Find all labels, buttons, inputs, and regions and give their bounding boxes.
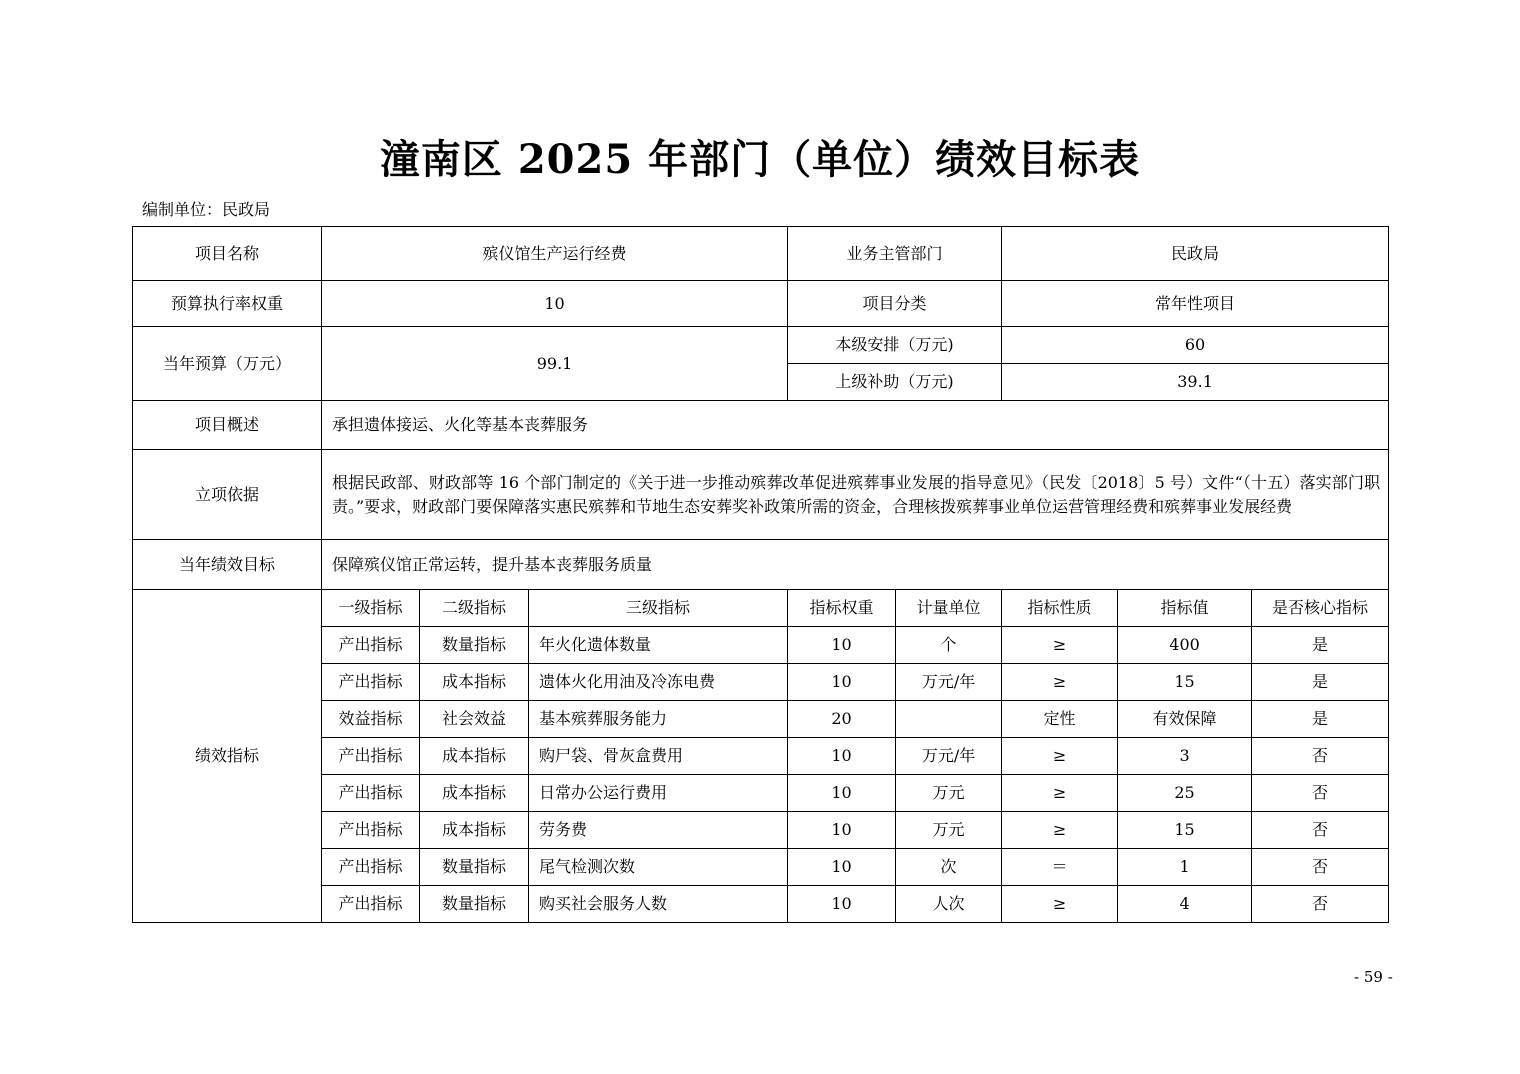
performance-table [132,226,1389,923]
compiler-label: 编制单位：民政局 [142,200,271,219]
value-cell: 3 [1118,738,1252,775]
local-funding-label: 本级安排（万元) [788,327,1002,364]
table-row [133,738,1389,775]
dept-value: 民政局 [1002,227,1389,281]
project-name-value: 殡仪馆生产运行经费 [322,227,788,281]
nature-cell: ≥ [1002,627,1118,664]
upper-funding-value: 39.1 [1002,364,1389,401]
value-cell: 25 [1118,775,1252,812]
unit-cell: 人次 [896,886,1002,923]
header-value: 指标值 [1118,590,1252,627]
level1-cell: 产出指标 [322,849,420,886]
header-level1: 一级指标 [322,590,420,627]
goal-label: 当年绩效目标 [133,540,322,590]
weight-cell: 10 [788,664,896,701]
core-cell: 否 [1252,738,1389,775]
level2-cell: 成本指标 [420,738,529,775]
level3-cell: 尾气检测次数 [529,849,788,886]
weight-cell: 10 [788,738,896,775]
upper-funding-label: 上级补助（万元) [788,364,1002,401]
nature-cell: ≥ [1002,664,1118,701]
nature-cell: ≥ [1002,738,1118,775]
unit-cell: 万元 [896,812,1002,849]
core-cell: 否 [1252,812,1389,849]
table-row [133,775,1389,812]
budget-label: 当年预算（万元） [133,327,322,401]
weight-cell: 10 [788,627,896,664]
level3-cell: 遗体火化用油及冷冻电费 [529,664,788,701]
value-cell: 15 [1118,664,1252,701]
table-row [133,664,1389,701]
core-cell: 是 [1252,664,1389,701]
core-cell: 是 [1252,627,1389,664]
nature-cell: ＝ [1002,849,1118,886]
level3-cell: 年火化遗体数量 [529,627,788,664]
value-cell: 有效保障 [1118,701,1252,738]
basis-value: 根据民政部、财政部等 16 个部门制定的《关于进一步推动殡葬改革促进殡葬事业发展的指导意见》（民发〔2018〕5 号）文件“（十五）落实部门职责。”要求，财政部门要保障落实惠民殡葬和节地生态安葬奖补政策所需的资金，合理核拨殡葬事业单位运营管理经费和殡葬事业发展经费 [322,450,1389,540]
weight-value: 10 [322,281,788,327]
level3-cell: 购尸袋、骨灰盒费用 [529,738,788,775]
level1-cell: 效益指标 [322,701,420,738]
value-cell: 15 [1118,812,1252,849]
level2-cell: 社会效益 [420,701,529,738]
project-name-label: 项目名称 [133,227,322,281]
core-cell: 否 [1252,886,1389,923]
table-row [133,627,1389,664]
unit-cell: 个 [896,627,1002,664]
level1-cell: 产出指标 [322,627,420,664]
level2-cell: 成本指标 [420,812,529,849]
table-row [133,812,1389,849]
header-unit: 计量单位 [896,590,1002,627]
nature-cell: ≥ [1002,886,1118,923]
level1-cell: 产出指标 [322,664,420,701]
nature-cell: ≥ [1002,812,1118,849]
table-row [133,849,1389,886]
budget-value: 99.1 [322,327,788,401]
level2-cell: 数量指标 [420,627,529,664]
header-nature: 指标性质 [1002,590,1118,627]
level1-cell: 产出指标 [322,812,420,849]
category-label: 项目分类 [788,281,1002,327]
level2-cell: 成本指标 [420,664,529,701]
unit-cell: 万元/年 [896,664,1002,701]
header-level3: 三级指标 [529,590,788,627]
header-level2: 二级指标 [420,590,529,627]
local-funding-value: 60 [1002,327,1389,364]
level2-cell: 成本指标 [420,775,529,812]
weight-cell: 20 [788,701,896,738]
weight-label: 预算执行率权重 [133,281,322,327]
unit-cell: 次 [896,849,1002,886]
page-title: 潼南区 2025 年部门（单位）绩效目标表 [379,136,1141,183]
weight-cell: 10 [788,775,896,812]
core-cell: 是 [1252,701,1389,738]
basis-label: 立项依据 [133,450,322,540]
level3-cell: 购买社会服务人数 [529,886,788,923]
indicators-label: 绩效指标 [133,590,322,923]
unit-cell: 万元/年 [896,738,1002,775]
level1-cell: 产出指标 [322,886,420,923]
page-number: - 59 - [1354,968,1393,986]
table-row [133,701,1389,738]
unit-cell: 万元 [896,775,1002,812]
goal-value: 保障殡仪馆正常运转，提升基本丧葬服务质量 [322,540,1389,590]
table-row [133,886,1389,923]
header-core: 是否核心指标 [1252,590,1389,627]
level1-cell: 产出指标 [322,775,420,812]
level2-cell: 数量指标 [420,886,529,923]
indicator-header-row [133,590,1389,627]
category-value: 常年性项目 [1002,281,1389,327]
value-cell: 1 [1118,849,1252,886]
level3-cell: 劳务费 [529,812,788,849]
level3-cell: 日常办公运行费用 [529,775,788,812]
weight-cell: 10 [788,812,896,849]
value-cell: 4 [1118,886,1252,923]
core-cell: 否 [1252,775,1389,812]
level2-cell: 数量指标 [420,849,529,886]
summary-label: 项目概述 [133,401,322,450]
level1-cell: 产出指标 [322,738,420,775]
weight-cell: 10 [788,886,896,923]
weight-cell: 10 [788,849,896,886]
level3-cell: 基本殡葬服务能力 [529,701,788,738]
nature-cell: 定性 [1002,701,1118,738]
unit-cell [896,701,1002,738]
header-weight: 指标权重 [788,590,896,627]
nature-cell: ≥ [1002,775,1118,812]
value-cell: 400 [1118,627,1252,664]
summary-value: 承担遗体接运、火化等基本丧葬服务 [322,401,1389,450]
dept-label: 业务主管部门 [788,227,1002,281]
core-cell: 否 [1252,849,1389,886]
